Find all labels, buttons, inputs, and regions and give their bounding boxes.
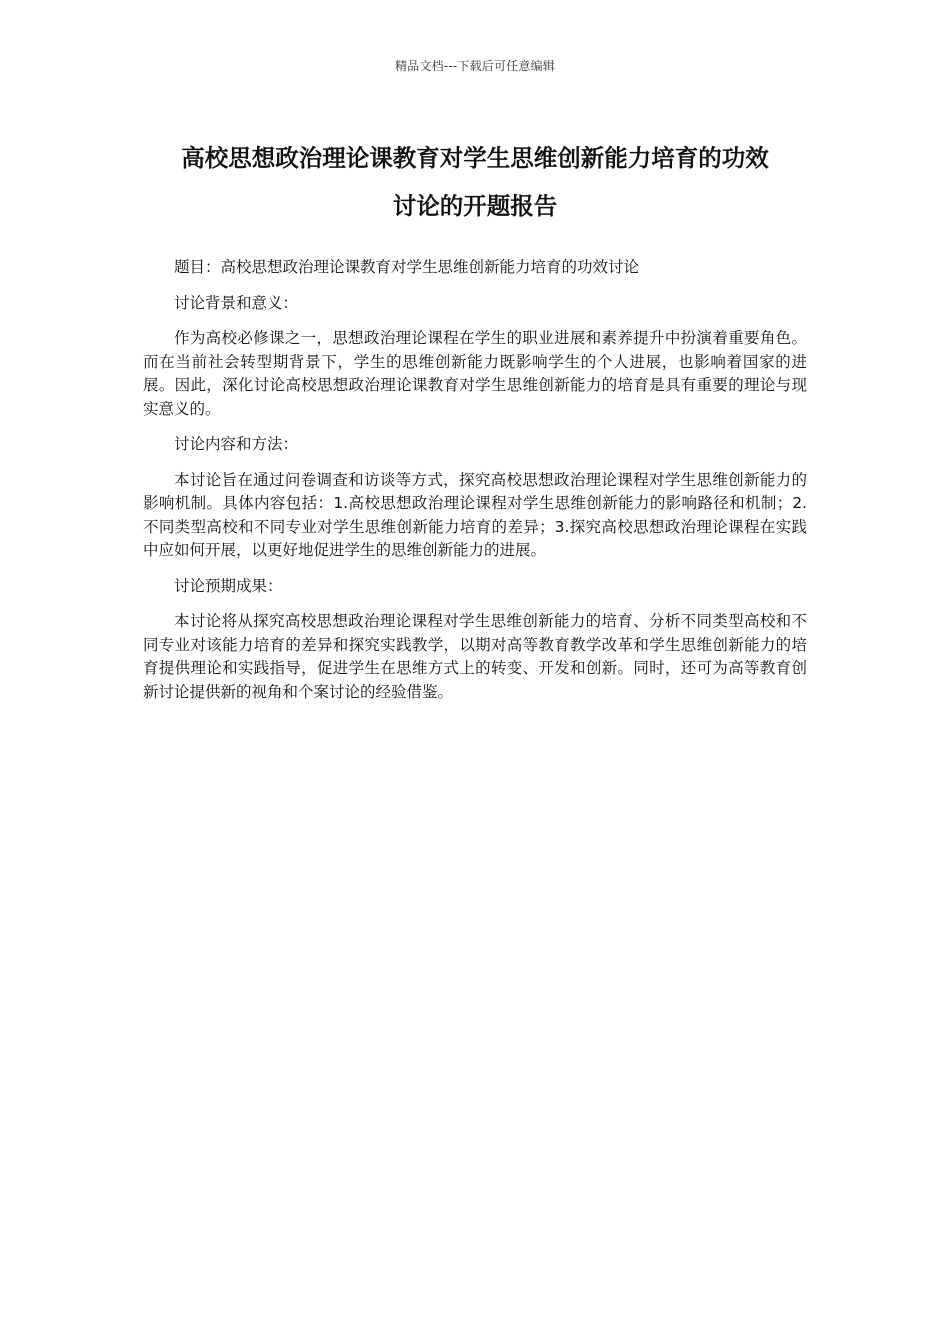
results-paragraph: 本讨论将从探究高校思想政治理论课程对学生思维创新能力的培育、分析不同类型高校和不同专业对该能力培育的差异和探究实践教学，以期对高等教育教学改革和学生思维创新能力的培育提供理论和实践指导，促进学生在思维方式上的转变、开发和创新。同时，还可为高等教育创新讨论提供新的视角和个案讨论的经验借鉴。 [143,612,807,701]
background-paragraph: 作为高校必修课之一，思想政治理论课程在学生的职业进展和素养提升中扮演着重要角色。而在当前社会转型期背景下，学生的思维创新能力既影响学生的个人进展，也影响着国家的进展。因此，深化讨论高校思想政治理论课教育对学生思维创新能力的培育是具有重要的理论与现实意义的。 [143,329,807,418]
content-heading: 讨论内容和方法： [174,435,299,453]
document-title [120,134,830,230]
header-note: 精品文档---下载后可任意编辑 [395,59,555,73]
document-body [143,256,807,716]
results-heading: 讨论预期成果： [174,576,283,595]
background-heading: 讨论背景和意义： [174,293,299,312]
content-paragraph: 本讨论旨在通过问卷调查和访谈等方式，探究高校思想政治理论课程对学生思维创新能力的影响机制。具体内容包括：1.高校思想政治理论课程对学生思维创新能力的影响路径和机制；2.不同类型高校和不同专业对学生思维创新能力培育的差异；3.探究高校思想政治理论课程在实践中应如何开展，以更好地促进学生的思维创新能力的进展。 [143,470,807,559]
topic-line: 题目：高校思想政治理论课教育对学生思维创新能力培育的功效讨论 [174,258,640,276]
document-title-line-2: 讨论的开题报告 [392,192,558,220]
document-title-line-1: 高校思想政治理论课教育对学生思维创新能力培育的功效 [181,144,769,172]
